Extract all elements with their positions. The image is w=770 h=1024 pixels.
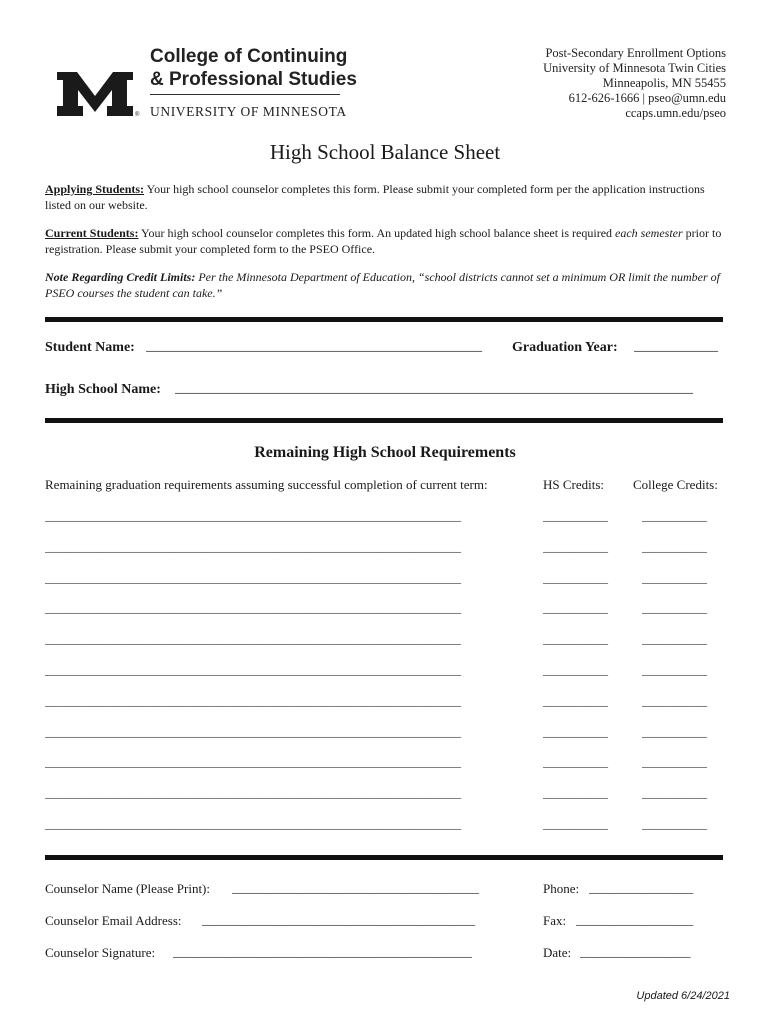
university-m-logo-icon <box>55 66 135 120</box>
college-credits-field[interactable]: __________ <box>642 816 707 831</box>
address-line: Minneapolis, MN 55455 <box>602 76 726 90</box>
requirement-row <box>45 570 725 586</box>
requirement-row <box>45 662 725 678</box>
college-credits-field[interactable]: __________ <box>642 662 707 677</box>
hs-credits-field[interactable]: __________ <box>543 692 608 708</box>
ccaps-logo: ® College of Continuing & Professional Studies UNIVERSITY OF MINNESOTA <box>55 44 345 124</box>
counselor-name-label: Counselor Name (Please Print): <box>45 881 210 896</box>
current-students-paragraph <box>45 226 730 257</box>
section-divider <box>45 418 723 423</box>
address-line: Post-Secondary Enrollment Options <box>545 46 726 60</box>
requirement-field[interactable]: ________________________________________________________________ <box>45 538 461 554</box>
college-credits-header: College Credits: <box>633 477 718 492</box>
hs-credits-field[interactable]: __________ <box>543 723 608 739</box>
requirement-row <box>45 816 725 832</box>
requirement-field[interactable]: ________________________________________________________________ <box>45 662 461 677</box>
requirement-field[interactable]: ________________________________________________________________ <box>45 600 461 616</box>
section-divider <box>45 855 723 860</box>
requirement-field[interactable]: ________________________________________________________________ <box>45 785 461 801</box>
requirement-row <box>45 539 725 555</box>
requirement-field[interactable]: ________________________________________________________________ <box>45 754 461 770</box>
hs-credits-field[interactable]: __________ <box>543 508 608 523</box>
address-line: 612-626-1666 | pseo@umn.edu <box>568 91 726 105</box>
logo-divider <box>150 94 340 95</box>
hs-credits-field[interactable]: __________ <box>543 631 608 647</box>
fax-label: Fax: <box>543 913 567 928</box>
hs-credits-header: HS Credits: <box>543 477 605 492</box>
phone-label: Phone: <box>543 881 580 896</box>
college-credits-field[interactable]: __________ <box>642 600 707 616</box>
requirement-row <box>45 754 725 770</box>
logo-line-1: College of Continuing <box>150 46 348 67</box>
phone-field[interactable]: ________________ <box>589 880 693 895</box>
current-text-2: prior to registration. Please submit your completed form to the PSEO Office. <box>45 226 722 256</box>
requirement-row <box>45 600 725 616</box>
requirement-row <box>45 693 725 709</box>
applying-students-paragraph <box>45 182 730 213</box>
current-text-1: Your high school counselor completes this form. An updated high school balance sheet is required <box>138 226 616 240</box>
college-credits-field[interactable]: __________ <box>642 569 707 585</box>
requirement-row <box>45 508 725 524</box>
requirement-row <box>45 631 725 647</box>
requirements-description: Remaining graduation requirements assuming successful completion of current term: <box>45 477 488 492</box>
logo-line-2: & Professional Studies <box>150 69 357 90</box>
college-credits-field[interactable]: __________ <box>642 508 707 523</box>
office-address <box>543 46 726 121</box>
graduation-year-label: Graduation Year: <box>512 340 618 355</box>
hs-credits-field[interactable]: __________ <box>543 754 608 770</box>
hs-credits-field[interactable]: __________ <box>543 569 608 585</box>
page-title: High School Balance Sheet <box>269 140 501 164</box>
college-credits-field[interactable]: __________ <box>642 785 707 801</box>
section-divider <box>45 317 723 322</box>
hs-credits-field[interactable]: __________ <box>543 538 608 554</box>
college-credits-field[interactable]: __________ <box>642 723 707 739</box>
hs-credits-field[interactable]: __________ <box>543 785 608 801</box>
applying-label: Applying Students: <box>45 182 145 196</box>
hs-credits-field[interactable]: __________ <box>543 600 608 616</box>
hs-credits-field[interactable]: __________ <box>543 816 608 831</box>
counselor-name-field[interactable]: ______________________________________ <box>232 880 479 895</box>
requirement-field[interactable]: ________________________________________________________________ <box>45 569 461 585</box>
note-label: Note Regarding Credit Limits: <box>45 270 196 284</box>
note-text: Per the Minnesota Department of Education, “school districts cannot set a minimum OR limit the number of PSEO courses the student can take.” <box>45 270 720 300</box>
address-line: University of Minnesota Twin Cities <box>543 61 726 75</box>
current-label: Current Students: <box>45 226 139 240</box>
requirement-field[interactable]: ________________________________________________________________ <box>45 508 461 523</box>
student-name-label: Student Name: <box>45 340 135 355</box>
graduation-year-field[interactable]: ____________ <box>634 339 718 354</box>
requirement-field[interactable]: ________________________________________________________________ <box>45 692 461 708</box>
hs-credits-field[interactable]: __________ <box>543 662 608 677</box>
requirement-row <box>45 785 725 801</box>
requirement-field[interactable]: ________________________________________________________________ <box>45 723 461 739</box>
applying-text: Your high school counselor completes this form. Please submit your completed form per the application instructions listed on our website. <box>45 182 705 212</box>
counselor-email-label: Counselor Email Address: <box>45 913 182 928</box>
address-line: ccaps.umn.edu/pseo <box>625 106 726 120</box>
current-emphasis: each semester <box>615 226 683 240</box>
date-label: Date: <box>543 945 572 960</box>
counselor-signature-field[interactable]: ______________________________________________ <box>173 944 472 959</box>
high-school-name-label: High School Name: <box>45 382 161 397</box>
requirement-field[interactable]: ________________________________________________________________ <box>45 816 461 831</box>
college-credits-field[interactable]: __________ <box>642 692 707 708</box>
updated-date: Updated 6/24/2021 <box>636 990 730 1002</box>
high-school-name-field[interactable]: __________________________________________________________________________ <box>175 381 693 396</box>
student-name-field[interactable]: ________________________________________________ <box>146 339 482 354</box>
college-credits-field[interactable]: __________ <box>642 631 707 647</box>
requirements-title: Remaining High School Requirements <box>254 444 516 461</box>
date-field[interactable]: _________________ <box>580 944 691 959</box>
college-credits-field[interactable]: __________ <box>642 538 707 554</box>
credit-limits-note <box>45 270 730 301</box>
requirement-row <box>45 724 725 740</box>
fax-field[interactable]: __________________ <box>576 912 693 927</box>
counselor-signature-label: Counselor Signature: <box>45 945 156 960</box>
counselor-email-field[interactable]: __________________________________________ <box>202 912 475 927</box>
requirement-field[interactable]: ________________________________________________________________ <box>45 631 461 647</box>
college-credits-field[interactable]: __________ <box>642 754 707 770</box>
logo-line-3: UNIVERSITY OF MINNESOTA <box>150 104 347 119</box>
